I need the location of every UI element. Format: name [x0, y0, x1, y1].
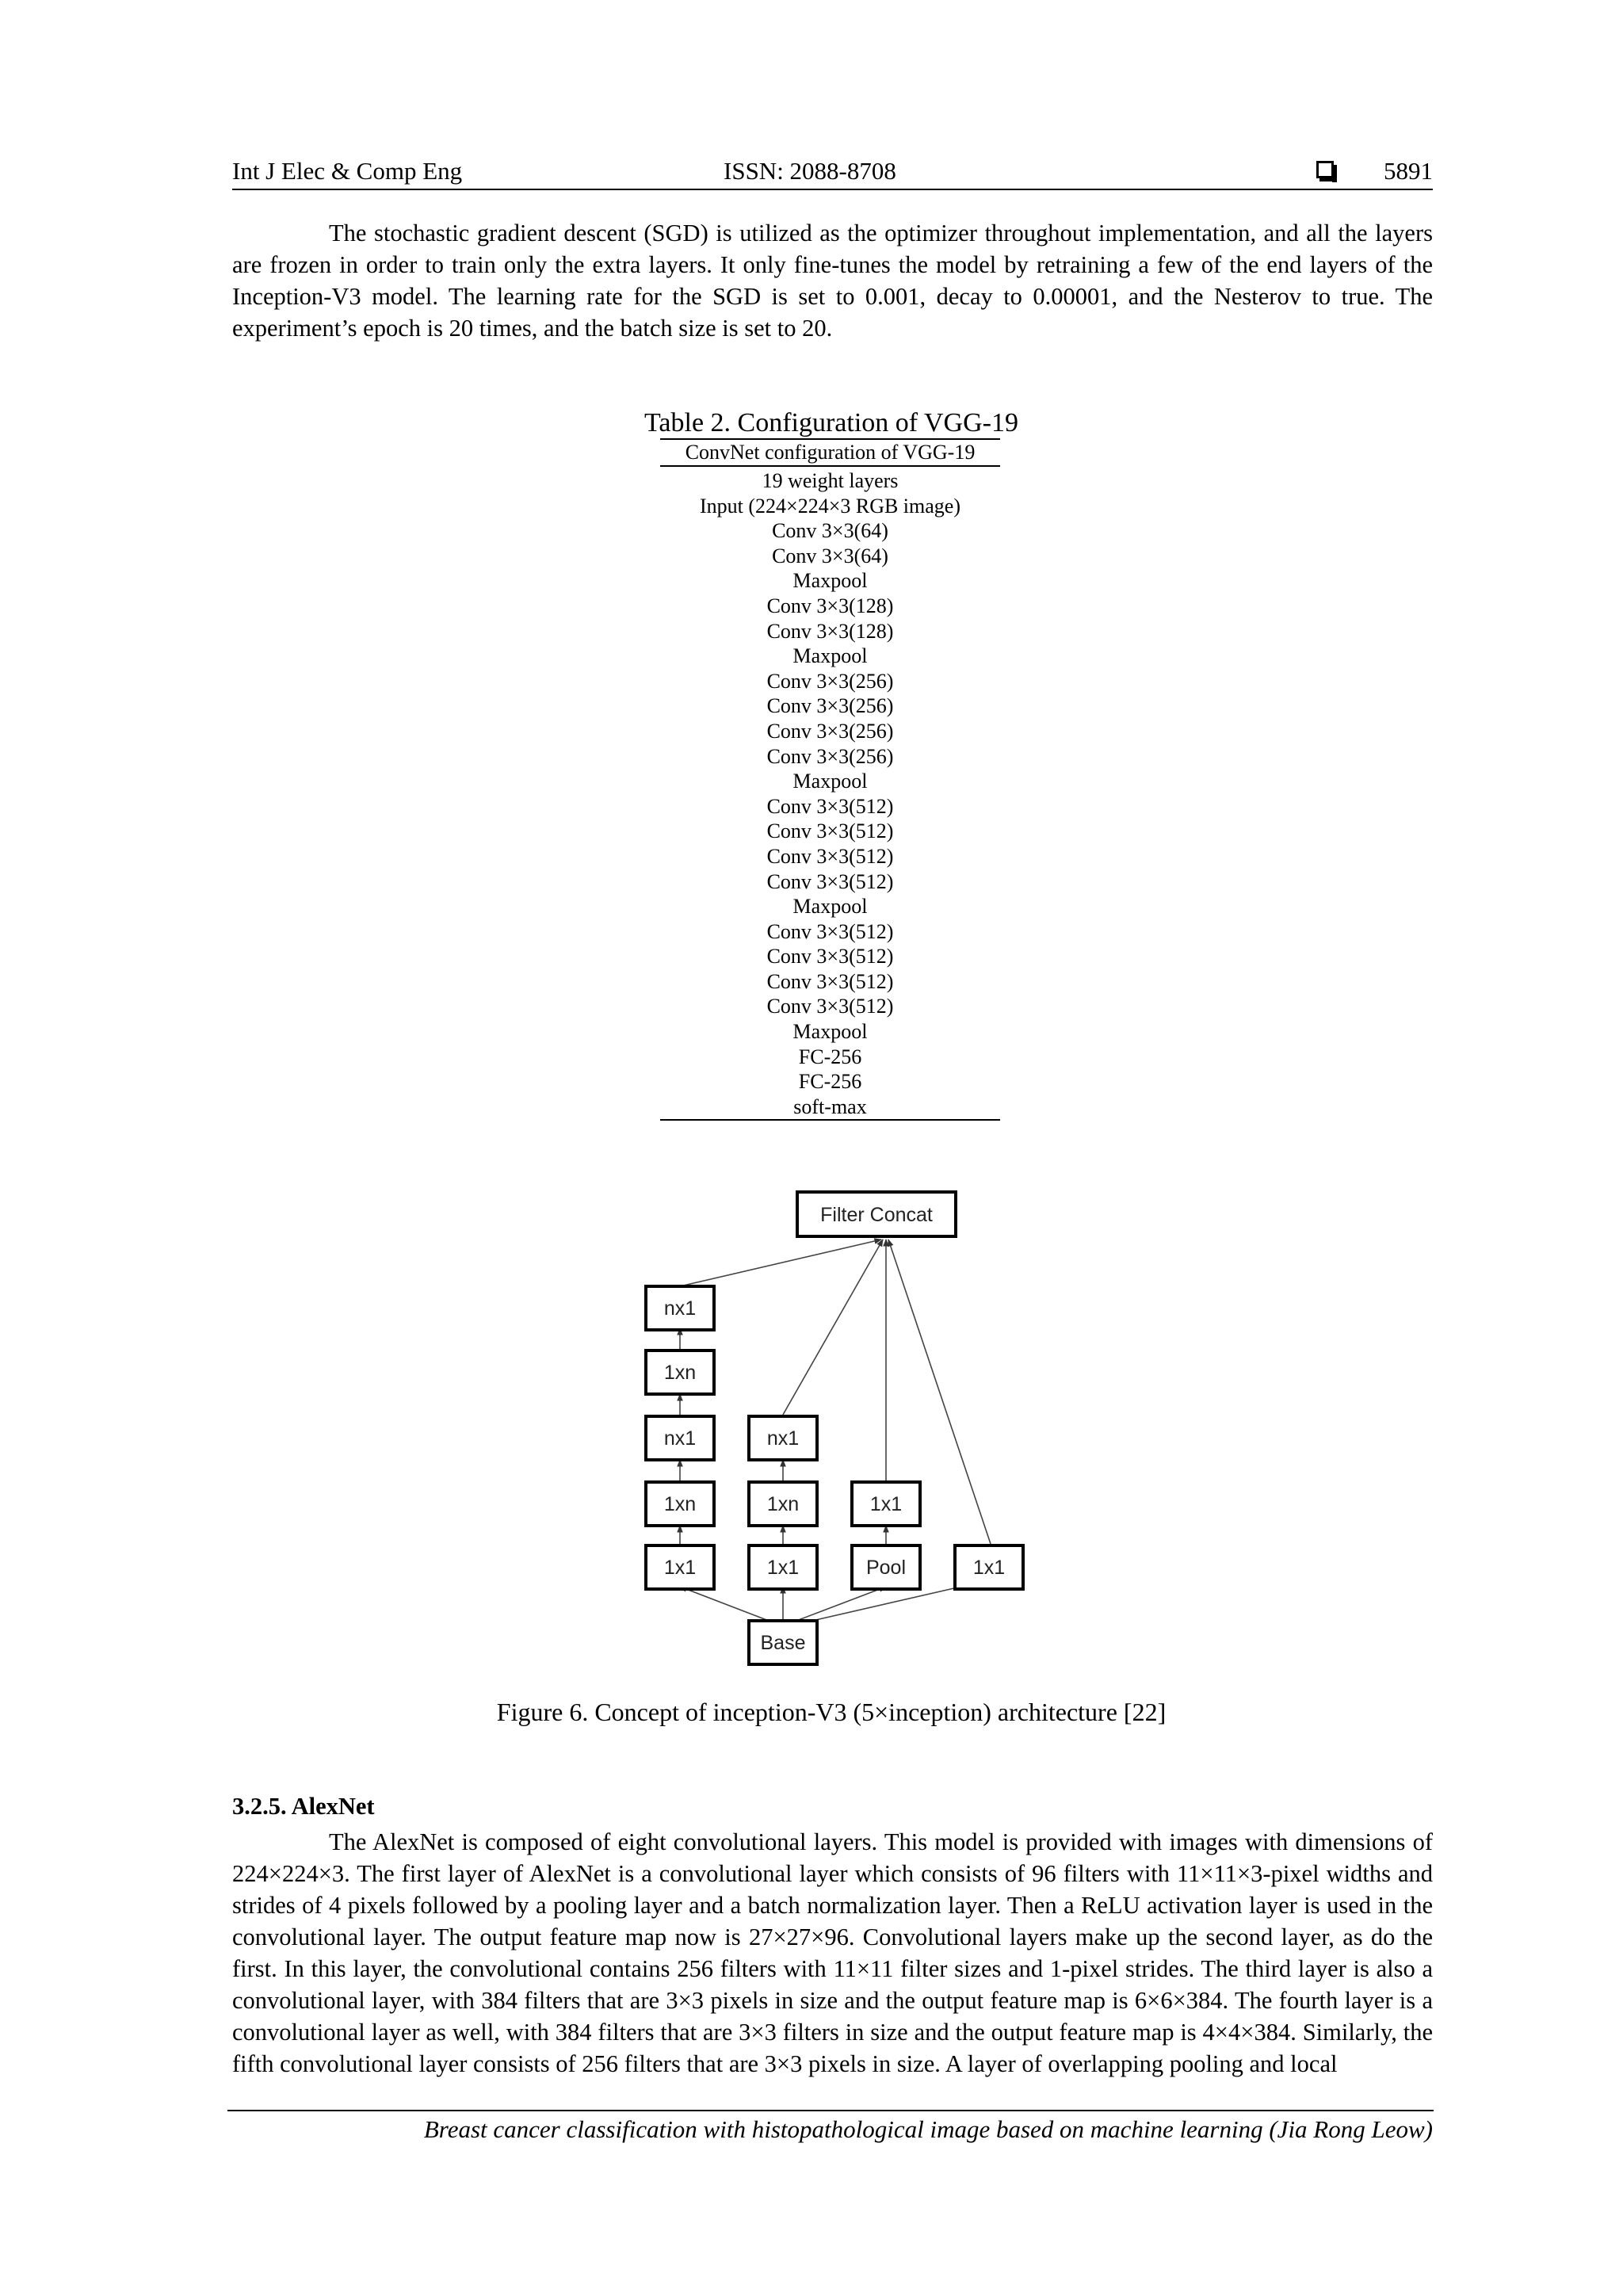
table-row: Maxpool	[792, 644, 868, 668]
table-row: 19 weight layers	[762, 469, 899, 492]
table-row: Conv 3×3(256)	[766, 694, 894, 718]
edge-b2-concat	[783, 1240, 883, 1415]
section-heading: 3.2.5. AlexNet	[232, 1793, 375, 1820]
table-row: Input (224×224×3 RGB image)	[699, 494, 960, 518]
table-row: Conv 3×3(512)	[766, 919, 894, 943]
label-b1-1x1: 1x1	[663, 1557, 697, 1579]
label-b1-1xn-lower: 1xn	[663, 1493, 697, 1515]
table-row: Maxpool	[792, 895, 868, 919]
edge-base-b1	[680, 1587, 769, 1621]
label-filter-concat: Filter Concat	[820, 1204, 933, 1226]
table-row: Conv 3×3(512)	[766, 995, 894, 1018]
table-row: Conv 3×3(512)	[766, 794, 894, 818]
page-number: 5891	[1384, 157, 1433, 185]
table-row: Conv 3×3(64)	[772, 519, 888, 543]
table-body	[660, 467, 1000, 1119]
label-b3-pool: Pool	[865, 1557, 907, 1579]
label-b2-1xn: 1xn	[766, 1493, 800, 1515]
table-row: Maxpool	[792, 1020, 868, 1044]
table-row: Conv 3×3(512)	[766, 969, 894, 993]
table-row: Conv 3×3(256)	[766, 744, 894, 768]
square-bullet-icon	[1316, 161, 1334, 178]
journal-name: Int J Elec & Comp Eng	[232, 157, 463, 185]
label-b3-1x1: 1x1	[869, 1493, 903, 1515]
label-b4-1x1: 1x1	[972, 1557, 1006, 1579]
running-header	[232, 152, 1433, 190]
table-row: Conv 3×3(512)	[766, 844, 894, 868]
inception-diagram	[634, 1173, 1030, 1680]
alexnet-paragraph: The AlexNet is composed of eight convolutional layers. This model is provided with images with dimensions of 224×224×3. The first layer of AlexNet is a convolutional layer which consists of 96 filters with 11×11×3-pixel widths and strides of 4 pixels followed by a pooling layer and a batch normalization layer. Then a ReLU activation layer is used in the convolutional layer. The output feature map now is 27×27×96. Convolutional layers make up the second layer, as do the first. In this layer, the convolutional contains 256 filters with 11×11 filter sizes and 1-pixel strides. The third layer is also a convolutional layer, with 384 filters that are 3×3 pixels in size and the output feature map is 6×6×384. The fourth layer is a convolutional layer as well, with 384 filters that are 3×3 filters in size and the output feature map is 4×4×384. Similarly, the fifth convolutional layer consists of 256 filters that are 3×3 pixels in size. A layer of overlapping pooling and local	[232, 1828, 1433, 2077]
table-row: soft-max	[793, 1095, 867, 1118]
edge-b1-concat	[680, 1240, 881, 1286]
header-rule	[232, 189, 1433, 190]
label-b1-1xn-upper: 1xn	[663, 1362, 697, 1384]
table-row: Conv 3×3(256)	[766, 669, 894, 693]
label-b2-nx1: nx1	[766, 1427, 800, 1450]
label-b2-1x1: 1x1	[766, 1557, 800, 1579]
table-row: Conv 3×3(512)	[766, 819, 894, 843]
table-row: Conv 3×3(64)	[772, 544, 888, 567]
edge-base-b3	[796, 1587, 886, 1621]
table-row: Conv 3×3(512)	[766, 945, 894, 968]
table-row: Conv 3×3(256)	[766, 719, 894, 743]
table-row: Maxpool	[792, 770, 868, 793]
label-b1-nx1-top: nx1	[663, 1297, 697, 1320]
table-bottom-rule	[660, 1119, 1000, 1121]
table-row: Conv 3×3(128)	[766, 594, 894, 617]
intro-paragraph: The stochastic gradient descent (SGD) is utilized as the optimizer throughout implementation, and all the layers are frozen in order to train only the extra layers. It only fine-tunes the model by retraining a few of the end layers of the Inception-V3 model. The learning rate for the SGD is set to 0.001, decay to 0.00001, and the Nesterov to true. The experiment’s epoch is 20 times, and the batch size is set to 20.	[232, 220, 1433, 342]
table-row: FC-256	[798, 1045, 862, 1068]
table-caption: Table 2. Configuration of VGG-19	[644, 408, 1018, 437]
label-base: Base	[760, 1632, 806, 1654]
table-row: Maxpool	[792, 569, 868, 593]
running-footer: Breast cancer classification with histopathological image based on machine learning (Jia Rong Leow)	[423, 2115, 1433, 2143]
vgg19-table	[660, 438, 1000, 1121]
figure-caption: Figure 6. Concept of inception-V3 (5×inception) architecture [22]	[496, 1698, 1167, 1726]
table-row: Conv 3×3(512)	[766, 869, 894, 893]
issn: ISSN: 2088-8708	[724, 157, 896, 185]
table-header: ConvNet configuration of VGG-19	[685, 441, 976, 464]
table-row: FC-256	[798, 1070, 862, 1094]
label-b1-nx1-mid: nx1	[663, 1427, 697, 1450]
table-row: Conv 3×3(128)	[766, 619, 894, 643]
